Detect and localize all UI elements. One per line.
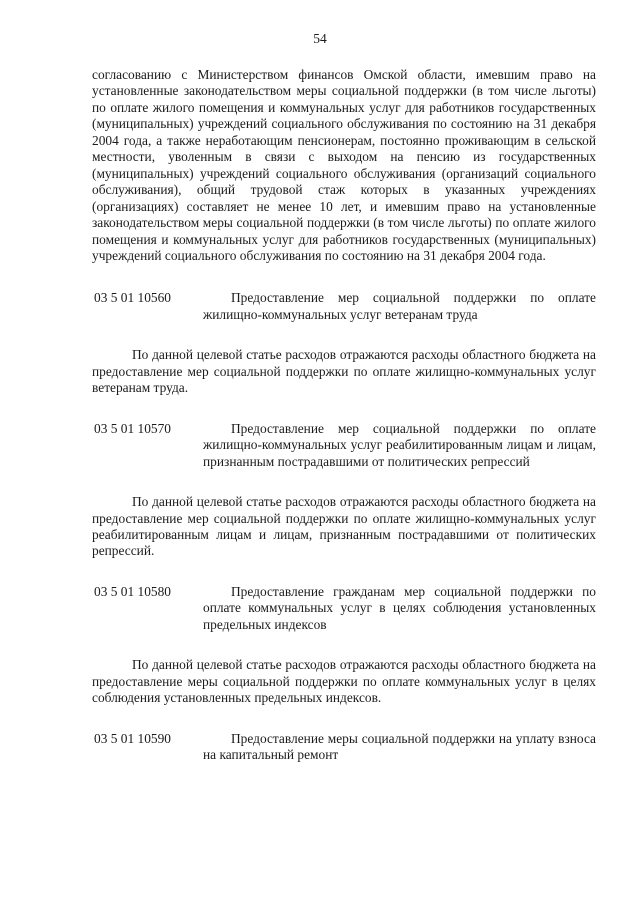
budget-item-title: Предоставление гражданам мер социальной поддержки по оплате коммунальных услуг в целях соблюдения установленных предельных индексов <box>203 583 596 632</box>
budget-item-title: Предоставление мер социальной поддержки по оплате жилищно-коммунальных услуг реабилитированным лицам и лицам, признанным пострадавшими от политических репрессий <box>203 420 596 469</box>
budget-item-code: 03 5 01 10580 <box>94 583 171 599</box>
budget-item-10570 <box>92 421 596 470</box>
budget-item-code: 03 5 01 10560 <box>94 290 171 306</box>
budget-item-description: По данной целевой статье расходов отражаются расходы областного бюджета на предоставление меры социальной поддержки по оплате коммунальных услуг в целях соблюдения установленных предельных индексов. <box>92 657 596 706</box>
budget-item-description: По данной целевой статье расходов отражаются расходы областного бюджета на предоставление мер социальной поддержки по оплате жилищно-коммунальных услуг реабилитированным лицам и лицам, признанным пострадавшими от политических репрессий. <box>92 494 596 559</box>
page-number: 54 <box>313 31 327 46</box>
budget-item-code: 03 5 01 10590 <box>94 730 171 746</box>
document-body <box>92 67 596 764</box>
budget-item-10590 <box>92 731 596 764</box>
budget-item-title: Предоставление мер социальной поддержки по оплате жилищно-коммунальных услуг ветеранам труда <box>203 290 596 322</box>
budget-item-10580 <box>92 584 596 633</box>
intro-paragraph: согласованию с Министерством финансов Омской области, имевшим право на установленные законодательством меры социальной поддержки (в том числе льготы) по оплате жилого помещения и коммунальных услуг для работников государственных (муниципальных) учреждений социального обслуживания по состоянию на 31 декабря 2004 года, а также неработающим пенсионерам, постоянно проживающим в сельской местности, уволенным в связи с выходом на пенсию из государственных (муниципальных) учреждений социального обслуживания (организаций социального обслуживания), общий трудовой стаж которых в указанных учреждениях (организациях) составляет не менее 10 лет, и имевшим право на установленные законодательством меры социальной поддержки (в том числе льготы) по оплате жилого помещения и коммунальных услуг для работников государственных (муниципальных) учреждений социального обслуживания по состоянию на 31 декабря 2004 года. <box>92 67 596 263</box>
budget-item-description: По данной целевой статье расходов отражаются расходы областного бюджета на предоставление мер социальной поддержки по оплате жилищно-коммунальных услуг ветеранам труда. <box>92 347 596 396</box>
budget-item-10560 <box>92 290 596 323</box>
budget-item-code: 03 5 01 10570 <box>94 420 171 436</box>
budget-item-title: Предоставление меры социальной поддержки на уплату взноса на капитальный ремонт <box>203 730 596 763</box>
